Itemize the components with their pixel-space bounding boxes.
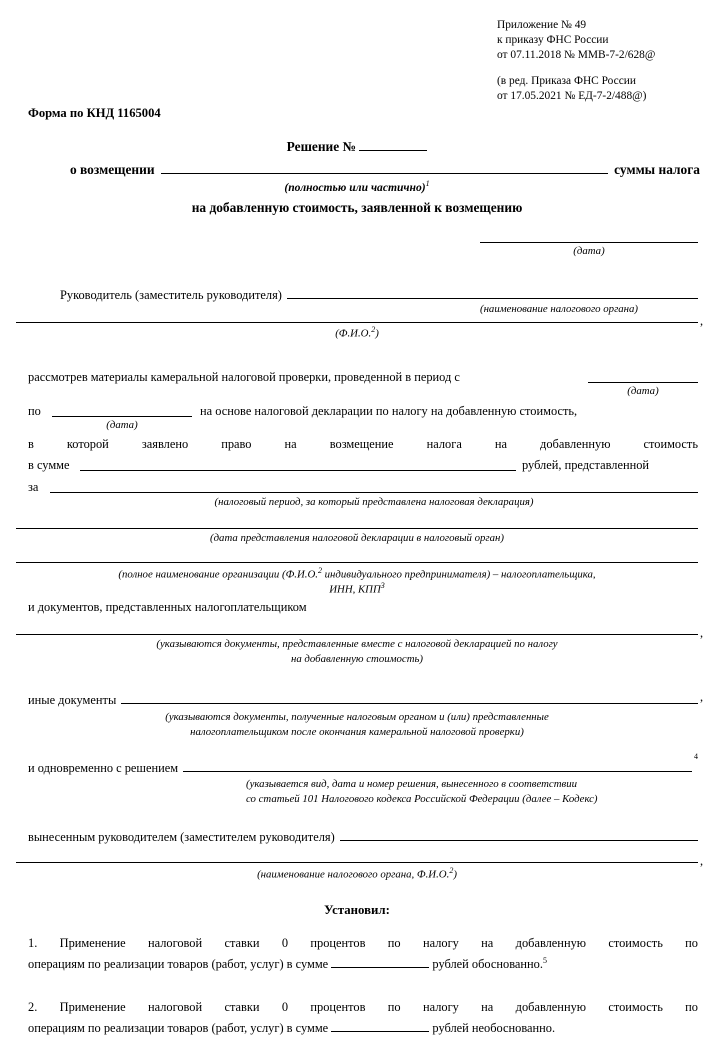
other-docs-comma: , — [700, 690, 704, 704]
title-left-label: о возмещении — [70, 162, 155, 177]
simultaneous-decision-field[interactable] — [183, 758, 692, 772]
header-line-2: к приказу ФНС России — [497, 34, 609, 47]
established-heading: Установил: — [324, 903, 390, 917]
item2-line1: 2. Применение налоговой ставки 0 процентов по налогу на добавленную стоимость по — [28, 1000, 698, 1014]
po-label: по — [28, 404, 41, 418]
simultaneous-label: и одновременно с решением — [28, 761, 179, 775]
footnote-marker-2c: 2 — [449, 866, 454, 875]
other-docs-label: иные документы — [28, 693, 117, 707]
date-rule-1 — [480, 242, 698, 243]
title-right-label: суммы налога — [614, 162, 700, 177]
date-caption-2: (дата) — [627, 385, 659, 397]
header-revision-block — [497, 74, 707, 104]
org-caption-part1: (полное наименование организации (Ф.И.О. — [118, 568, 318, 581]
item2-text-after: рублей необоснованно. — [432, 1021, 556, 1035]
declaration-date-caption: (дата представления налоговой декларации в налоговый орган) — [210, 532, 504, 544]
document-title-line3: на добавленную стоимость, заявленной к возмещению — [191, 200, 523, 215]
tax-period-field[interactable] — [50, 492, 698, 493]
decision-number-field[interactable] — [359, 138, 427, 151]
tax-body-fio-caption-text: (наименование налогового органа, Ф.И.О. — [257, 868, 450, 881]
tax-body-fio-comma: , — [700, 854, 704, 868]
head-row — [60, 285, 698, 304]
other-docs-field[interactable] — [121, 690, 698, 704]
header-line-3: от 07.11.2018 № ММВ-7-2/628@ — [497, 49, 656, 62]
item1-line2 — [28, 955, 547, 973]
document-title-line2 — [70, 160, 700, 179]
sum-field[interactable] — [80, 470, 516, 471]
period-to-field[interactable] — [52, 416, 192, 417]
issued-by-field[interactable] — [340, 827, 698, 841]
footnote-marker-5: 5 — [542, 955, 547, 965]
header-line-1: Приложение № 49 — [497, 19, 587, 31]
org-name-field[interactable] — [16, 562, 698, 563]
other-docs-caption-2: налогоплательщиком после окончания камеральной налоговой проверки) — [190, 726, 524, 738]
item2-sum-field[interactable] — [331, 1019, 429, 1032]
simultaneous-decision-row — [28, 758, 692, 777]
footnote-marker-2: 2 — [371, 325, 376, 334]
item2-text-before: операциям по реализации товаров (работ, услуг) в сумме — [28, 1021, 329, 1035]
title-line2-note — [0, 179, 714, 195]
org-caption-part2: индивидуального предпринимателя) – налогоплательщика, — [321, 568, 596, 581]
docs-caption-2: на добавленную стоимость) — [290, 653, 424, 665]
tax-body-fio-caption-close: ) — [453, 868, 457, 881]
date-caption-3: (дата) — [106, 419, 138, 431]
za-label: за — [28, 480, 39, 494]
footnote-marker-1: 1 — [425, 179, 430, 188]
tax-body-name-field[interactable] — [287, 285, 698, 299]
item1-sum-field[interactable] — [331, 955, 429, 968]
tax-period-caption: (налоговый период, за который представлена налоговая декларация) — [214, 496, 534, 508]
item1-text-before: операциям по реализации товаров (работ, услуг) в сумме — [28, 957, 329, 971]
fio-caption-text: (Ф.И.О. — [335, 327, 372, 340]
sum-label: в сумме — [28, 458, 70, 472]
tax-body-fio-caption — [16, 866, 698, 882]
claim-line: в которой заявлено право на возмещение налога на добавленную стоимость — [28, 437, 698, 451]
reviewed-text: рассмотрев материалы камеральной налоговой проверки, проведенной в период с — [28, 370, 460, 384]
footnote-marker-3: 3 — [380, 581, 385, 590]
note-text: (полностью или частично) — [284, 180, 426, 194]
org-name-caption-1 — [16, 566, 698, 582]
org-caption-inn: ИНН, КПП — [329, 583, 381, 596]
docs-caption-1: (указываются документы, представленные вместе с налоговой декларацией по налогу — [156, 638, 558, 650]
item2-line2 — [28, 1019, 555, 1037]
header-line-4: (в ред. Приказа ФНС России — [497, 75, 636, 87]
issued-by-row — [28, 827, 698, 846]
refund-scope-field[interactable] — [161, 160, 609, 174]
and-docs-text: и документов, представленных налогоплательщиком — [28, 600, 307, 614]
docs-comma: , — [700, 626, 704, 640]
form-code: Форма по КНД 1165004 — [28, 106, 161, 120]
item1-text-after: рублей обоснованно. — [432, 957, 543, 971]
org-name-caption-2 — [16, 581, 698, 597]
decision-kind-caption-2: со статьей 101 Налогового кодекса Российской Федерации (далее – Кодекс) — [246, 793, 598, 805]
footnote-marker-4: 4 — [694, 752, 698, 761]
tax-body-caption: (наименование налогового органа) — [479, 303, 639, 315]
decision-kind-caption-1: (указывается вид, дата и номер решения, вынесенного в соответствии — [246, 778, 577, 790]
tax-body-fio-field[interactable] — [16, 862, 698, 863]
footnote-marker-2b: 2 — [317, 566, 322, 575]
period-from-field[interactable] — [588, 382, 698, 383]
rub-presented-text: рублей, представленной — [522, 458, 650, 472]
fio-caption-close: ) — [375, 327, 379, 340]
fio-comma: , — [700, 314, 704, 328]
docs-with-declaration-field[interactable] — [16, 634, 698, 635]
date-caption-1: (дата) — [573, 245, 605, 257]
fio-rule — [16, 322, 698, 323]
issued-by-label: вынесенным руководителем (заместителем руководителя) — [28, 830, 335, 844]
other-docs-row — [28, 690, 698, 709]
title-text: Решение № — [286, 139, 356, 154]
on-basis-text: на основе налоговой декларации по налогу на добавленную стоимость, — [200, 404, 578, 418]
other-docs-caption-1: (указываются документы, полученные налоговым органом и (или) представленные — [165, 711, 549, 723]
declaration-date-field[interactable] — [16, 528, 698, 529]
document-title-line1 — [0, 138, 714, 156]
fio-caption — [16, 325, 698, 341]
head-label: Руководитель (заместитель руководителя) — [60, 288, 282, 302]
header-appendix-block — [497, 18, 707, 63]
header-line-5: от 17.05.2021 № ЕД-7-2/488@) — [497, 90, 647, 103]
item1-line1: 1. Применение налоговой ставки 0 процентов по налогу на добавленную стоимость по — [28, 936, 698, 950]
